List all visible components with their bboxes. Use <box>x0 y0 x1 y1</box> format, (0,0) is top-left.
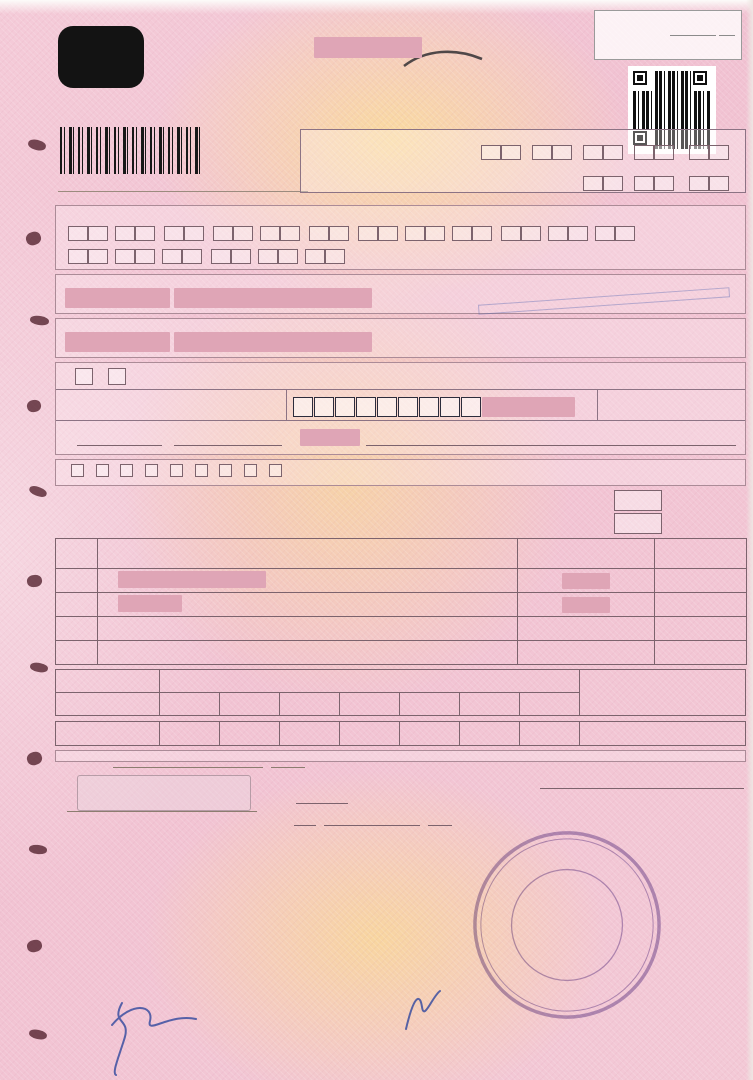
drivers-col-num <box>56 538 98 568</box>
date-box <box>568 226 588 241</box>
driver-name-cell <box>98 616 518 640</box>
driver-license-cell <box>518 640 655 664</box>
redaction-insured-address <box>174 288 372 308</box>
calc-total-label <box>580 669 746 715</box>
conclusion-month <box>113 767 263 768</box>
calc-header-row1 <box>56 669 746 692</box>
calc-col-km <box>520 692 580 715</box>
vehicle-table <box>56 389 745 420</box>
period1-from-month-cell <box>115 226 156 241</box>
date-box <box>689 145 709 160</box>
driver-row <box>56 616 747 640</box>
redaction-driver-license <box>562 597 610 613</box>
period2-to-day-cell <box>501 226 542 241</box>
driver-num <box>56 616 98 640</box>
binding-mark <box>26 399 42 414</box>
term-to-year-cell <box>689 176 730 191</box>
vin-char <box>314 397 334 417</box>
date-box <box>164 226 184 241</box>
driver-num <box>56 640 98 664</box>
term-from-day-cell <box>583 145 624 160</box>
driver-kbm <box>655 616 747 640</box>
premium-rub-line <box>670 26 716 36</box>
vin-char <box>377 397 397 417</box>
insurer-name-caption <box>58 191 308 193</box>
term-hours-cell <box>481 145 522 160</box>
date-box <box>405 226 425 241</box>
period1-to-month-cell <box>260 226 301 241</box>
signature-caption <box>67 811 257 813</box>
term-minutes-cell <box>532 145 573 160</box>
vehicle-section <box>55 362 746 455</box>
date-box <box>501 226 521 241</box>
date-box <box>258 249 278 264</box>
number-line <box>366 433 736 446</box>
redaction-driver-license <box>562 573 610 589</box>
period3-to-year-cell <box>305 249 346 264</box>
date-box <box>115 226 135 241</box>
term-to-month-cell <box>634 176 675 191</box>
date-box <box>501 145 521 160</box>
date-box <box>184 226 204 241</box>
usage-periods-section <box>55 205 746 270</box>
period2-to-month-cell <box>548 226 589 241</box>
line <box>294 813 316 826</box>
period2-to-year-cell <box>595 226 636 241</box>
term-to-row <box>311 176 735 191</box>
special-notes-section <box>55 750 746 762</box>
date-box <box>689 176 709 191</box>
term-from-month-cell <box>634 145 675 160</box>
date-box <box>88 249 108 264</box>
redaction-insured-name <box>65 288 170 308</box>
purpose-checkbox-training <box>96 464 109 477</box>
insured-signature-block <box>55 773 290 813</box>
date-box <box>378 226 398 241</box>
calc-col-ko <box>340 692 400 715</box>
date-box <box>88 226 108 241</box>
contract-option2-box <box>614 513 662 534</box>
contract-option1-row <box>55 490 746 511</box>
date-box <box>532 145 552 160</box>
alfa-logo-icon <box>58 26 144 88</box>
qr-finder-icon <box>691 69 713 91</box>
term-from-row <box>311 145 735 160</box>
binding-mark <box>28 484 48 499</box>
vin-char <box>461 397 481 417</box>
premium-calc-header-table <box>55 669 746 716</box>
date-box <box>709 176 729 191</box>
qr-finder-icon <box>631 69 653 91</box>
calc-value-kbm <box>220 721 280 745</box>
date-box <box>213 226 233 241</box>
line <box>324 813 420 826</box>
drivers-col-kbm <box>655 538 747 568</box>
date-box <box>280 226 300 241</box>
purpose-checkbox-dangerous <box>145 464 158 477</box>
period1-to-day-cell <box>213 226 254 241</box>
binding-mark <box>26 574 43 588</box>
calc-value-kvs <box>280 721 340 745</box>
usage-period-row1 <box>65 226 736 241</box>
calc-coef-label <box>160 669 580 692</box>
date-box <box>552 145 572 160</box>
trailer-yes-checkbox <box>75 368 93 385</box>
issue-date-field <box>324 813 420 826</box>
contract-option2-row <box>55 513 746 534</box>
premium-calc-values-table <box>55 721 746 746</box>
calc-values-row <box>56 721 746 745</box>
issue-date-block <box>290 773 540 826</box>
owner-value-row <box>65 331 736 352</box>
term-to-day-cell <box>583 176 624 191</box>
doc-type-line <box>77 433 162 446</box>
date-box <box>305 249 325 264</box>
date-box <box>654 145 674 160</box>
driver-num <box>56 592 98 616</box>
insured-ink-signature <box>92 995 222 1080</box>
period2-from-month-cell <box>405 226 446 241</box>
date-box <box>325 249 345 264</box>
term-from-year-cell <box>689 145 730 160</box>
driver-kbm <box>655 568 747 592</box>
line <box>428 813 452 826</box>
purpose-checkbox-passenger <box>195 464 208 477</box>
trailer-row <box>56 363 745 389</box>
binding-mark <box>25 750 43 767</box>
driver-name-cell <box>98 568 518 592</box>
policy-number-row <box>306 37 606 58</box>
period3-from-day-cell <box>68 249 109 264</box>
purpose-checkbox-emergency <box>244 464 257 477</box>
calc-total-value <box>580 721 746 745</box>
binding-mark <box>29 662 48 674</box>
binding-mark <box>27 138 47 152</box>
binding-mark <box>29 315 49 327</box>
calc-value-ko <box>340 721 400 745</box>
driver-license-cell <box>518 592 655 616</box>
conclusion-year <box>271 767 305 768</box>
calc-value-tb <box>56 721 160 745</box>
date-box <box>278 249 298 264</box>
date-box <box>583 145 603 160</box>
calc-col-ks <box>400 692 460 715</box>
vin-char <box>440 397 460 417</box>
drivers-table <box>55 538 747 665</box>
period3-from-year-cell <box>162 249 203 264</box>
period2-from-year-cell <box>452 226 493 241</box>
usage-period-row2 <box>65 249 736 264</box>
binding-mark <box>26 938 43 953</box>
driver-row <box>56 592 747 616</box>
binding-mark <box>28 1028 47 1041</box>
redaction-owner-address <box>174 332 372 352</box>
date-box <box>709 145 729 160</box>
date-box <box>260 226 280 241</box>
date-box <box>654 176 674 191</box>
date-box <box>329 226 349 241</box>
owner-section <box>55 318 746 358</box>
redaction-vin <box>482 397 575 417</box>
date-box <box>68 226 88 241</box>
date-box <box>68 249 88 264</box>
date-box <box>182 249 202 264</box>
calc-col-kbm <box>220 692 280 715</box>
date-box <box>358 226 378 241</box>
date-box <box>634 176 654 191</box>
calc-col-kp <box>460 692 520 715</box>
date-box <box>135 226 155 241</box>
driver-name-cell <box>98 640 518 664</box>
driver-name-cell <box>98 592 518 616</box>
premium-kop-line <box>719 26 735 36</box>
date-box <box>162 249 182 264</box>
period3-from-month-cell <box>115 249 156 264</box>
vin-char <box>398 397 418 417</box>
vehicle-plate-cell <box>598 389 746 420</box>
drivers-header-row <box>56 538 747 568</box>
purpose-checkbox-road-special <box>219 464 232 477</box>
date-box <box>595 226 615 241</box>
insured-signature-box <box>77 775 251 811</box>
vin-char <box>293 397 313 417</box>
barcode-icon <box>60 127 200 174</box>
line <box>540 776 744 789</box>
insurer-round-stamp <box>455 813 679 1037</box>
calc-value-kp <box>460 721 520 745</box>
date-box <box>135 249 155 264</box>
usage-purpose-section <box>55 459 746 486</box>
date-box <box>521 226 541 241</box>
vin-char <box>356 397 376 417</box>
period3-to-month-cell <box>258 249 299 264</box>
drivers-col-person <box>98 538 518 568</box>
insurer-ink-signature <box>398 985 444 1037</box>
date-box <box>634 145 654 160</box>
doc-type-row <box>65 429 736 446</box>
date-box <box>425 226 445 241</box>
driver-row <box>56 640 747 664</box>
contract-scope-block <box>55 490 746 534</box>
calc-base-label <box>56 669 160 692</box>
date-box <box>452 226 472 241</box>
redaction-doc-number <box>300 429 360 446</box>
driver-num <box>56 568 98 592</box>
period2-from-day-cell <box>358 226 399 241</box>
vin-char <box>419 397 439 417</box>
driver-kbm <box>655 640 747 664</box>
premium-box <box>594 10 742 60</box>
period3-to-day-cell <box>211 249 252 264</box>
issue-date-row2 <box>290 813 540 826</box>
date-box <box>231 249 251 264</box>
date-box <box>615 226 635 241</box>
insurance-term-box <box>300 129 746 193</box>
issue-date-row1 <box>290 791 540 804</box>
driver-row <box>56 568 747 592</box>
drivers-col-license <box>518 538 655 568</box>
insurer-signature-block <box>540 773 746 790</box>
scan-edge-right <box>746 0 753 1080</box>
line <box>296 791 348 804</box>
date-box <box>583 176 603 191</box>
driver-kbm <box>655 592 747 616</box>
date-box <box>481 145 501 160</box>
purpose-checkbox-rental <box>170 464 183 477</box>
contract-option1-box <box>614 490 662 511</box>
binding-mark <box>24 230 43 247</box>
vehicle-passport-row <box>56 420 745 454</box>
date-box <box>309 226 329 241</box>
premium-line2 <box>601 26 735 39</box>
vehicle-make-cell <box>56 389 287 420</box>
date-box <box>115 249 135 264</box>
redaction-driver-name <box>118 595 182 612</box>
binding-mark <box>29 844 48 855</box>
purpose-checkbox-personal <box>71 464 84 477</box>
redaction-policy-number <box>314 37 422 58</box>
date-box <box>603 145 623 160</box>
trailer-no-checkbox <box>108 368 126 385</box>
period1-to-year-cell <box>309 226 350 241</box>
conclusion-date-row <box>55 767 746 768</box>
period1-from-year-cell <box>164 226 205 241</box>
date-box <box>472 226 492 241</box>
calc-value-ks <box>400 721 460 745</box>
title-block <box>306 28 606 69</box>
driver-license-cell <box>518 568 655 592</box>
calc-col-kvs <box>280 692 340 715</box>
date-box <box>603 176 623 191</box>
calc-value-kt <box>160 721 220 745</box>
redaction-owner-name <box>65 332 170 352</box>
vin-char <box>335 397 355 417</box>
redaction-driver-name <box>118 571 266 588</box>
calc-col-kt <box>160 692 220 715</box>
purpose-checkbox-taxi <box>120 464 133 477</box>
date-box <box>233 226 253 241</box>
vehicle-vin-cell <box>287 389 598 420</box>
period1-from-day-cell <box>68 226 109 241</box>
date-box <box>211 249 231 264</box>
driver-license-cell <box>518 616 655 640</box>
purpose-checkbox-other <box>269 464 282 477</box>
vin-row <box>293 397 591 417</box>
insurer-name-line <box>540 776 746 789</box>
series-line <box>174 433 282 446</box>
calc-value-km <box>520 721 580 745</box>
date-box <box>548 226 568 241</box>
calc-col-tb <box>56 692 160 715</box>
insurer-logo <box>58 26 155 88</box>
